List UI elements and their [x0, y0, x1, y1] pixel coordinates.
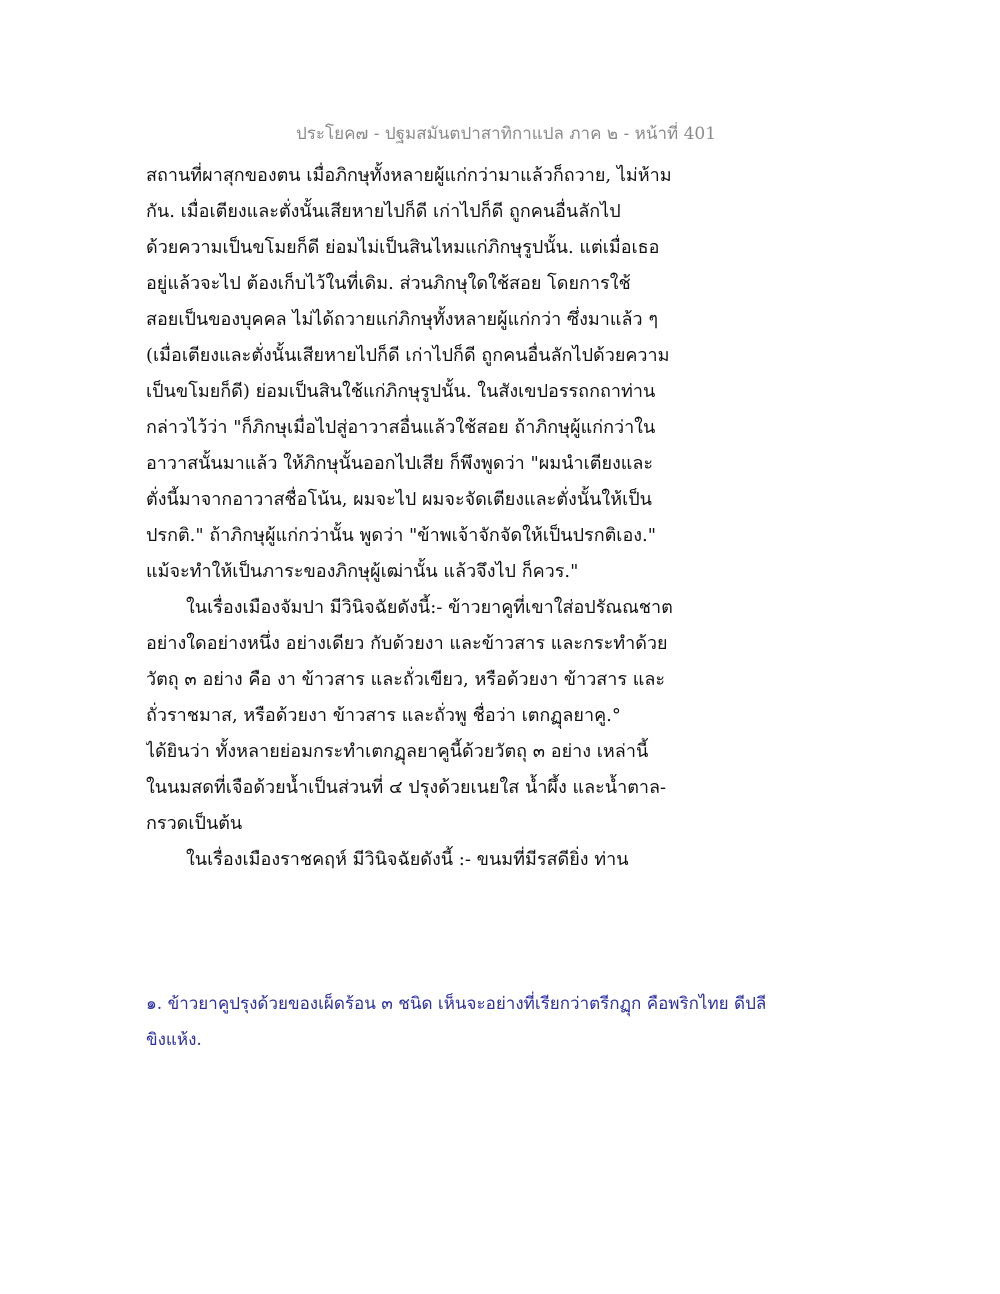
- footnote-line: ๑. ข้าวยาคูปรุงด้วยของเผ็ดร้อน ๓ ชนิด เห็นจะอย่างที่เรียกว่าตรีกฏุก คือพริกไทย ดีปลี: [146, 994, 767, 1014]
- text-line: สอยเป็นของบุคคล ไม่ได้ถวายแก่ภิกษุทั้งหลายผู้แก่กว่า ซึ่งมาแล้ว ๆ: [146, 309, 659, 330]
- text-line: อย่างใดอย่างหนึ่ง อย่างเดียว กับด้วยงา และข้าวสาร และกระทำด้วย: [146, 633, 668, 654]
- footnote: [146, 986, 806, 1058]
- text-line: กล่าวไว้ว่า "ก็ภิกษุเมื่อไปสู่อาวาสอื่นแล้วใช้สอย ถ้าภิกษุผู้แก่กว่าใน: [146, 417, 656, 438]
- footnote-line: ขิงแห้ง.: [146, 1030, 202, 1050]
- paragraph-start-line: ในเรื่องเมืองราชคฤห์ มีวินิจฉัยดังนี้ :- ขนมที่มีรสดียิ่ง ท่าน: [186, 849, 629, 870]
- text-line: เป็นขโมยก็ดี) ย่อมเป็นสินใช้แก่ภิกษุรูปนั้น. ในสังเขปอรรถกถาท่าน: [146, 381, 656, 402]
- page-header: ประโยค๗ - ปฐมสมันตปาสาทิกาแปล ภาค ๒ - หน้าที่ 401: [296, 124, 717, 144]
- paragraph-start-line: ในเรื่องเมืองจัมปา มีวินิจฉัยดังนี้:- ข้าวยาคูที่เขาใส่อปรัณณชาต: [186, 597, 673, 618]
- text-line: อาวาสนั้นมาแล้ว ให้ภิกษุนั้นออกไปเสีย ก็พึงพูดว่า "ผมนำเตียงและ: [146, 453, 654, 474]
- text-line: สถานที่ผาสุกของตน เมื่อภิกษุทั้งหลายผู้แก่กว่ามาแล้วก็ถวาย, ไม่ห้าม: [146, 165, 672, 186]
- text-line: กัน. เมื่อเตียงและตั่งนั้นเสียหายไปก็ดี เก่าไปก็ดี ถูกคนอื่นลักไป: [146, 201, 621, 222]
- text-line: ตั่งนี้มาจากอาวาสชื่อโน้น, ผมจะไป ผมจะจัดเตียงและตั่งนั้นให้เป็น: [146, 489, 652, 510]
- text-line: (เมื่อเตียงและตั่งนั้นเสียหายไปก็ดี เก่าไปก็ดี ถูกคนอื่นลักไปด้วยความ: [146, 345, 670, 366]
- text-line: กรวดเป็นต้น: [146, 813, 243, 834]
- text-line: ปรกติ." ถ้าภิกษุผู้แก่กว่านั้น พูดว่า "ข้าพเจ้าจักจัดให้เป็นปรกติเอง.": [146, 525, 657, 546]
- text-line: ถั่วราชมาส, หรือด้วยงา ข้าวสาร และถั่วพู ชื่อว่า เตกฏุลยาคู.°: [146, 705, 621, 726]
- text-line: ในนมสดที่เจือด้วยน้ำเป็นส่วนที่ ๔ ปรุงด้วยเนยใส น้ำผึ้ง และน้ำตาล-: [146, 777, 667, 798]
- text-line: วัตถุ ๓ อย่าง คือ งา ข้าวสาร และถั่วเขียว, หรือด้วยงา ข้าวสาร และ: [146, 669, 666, 690]
- text-line: แม้จะทำให้เป็นภาระของภิกษุผู้เฒ่านั้น แล้วจึงไป ก็ควร.": [146, 561, 579, 582]
- text-line: ได้ยินว่า ทั้งหลายย่อมกระทำเตกฏุลยาคูนี้ด้วยวัตถุ ๓ อย่าง เหล่านี้: [146, 741, 649, 762]
- text-line: อยู่แล้วจะไป ต้องเก็บไว้ในที่เดิม. ส่วนภิกษุใดใช้สอย โดยการใช้: [146, 273, 631, 294]
- body-text: [146, 158, 706, 878]
- text-line: ด้วยความเป็นขโมยก็ดี ย่อมไม่เป็นสินไหมแก่ภิกษุรูปนั้น. แต่เมื่อเธอ: [146, 237, 660, 258]
